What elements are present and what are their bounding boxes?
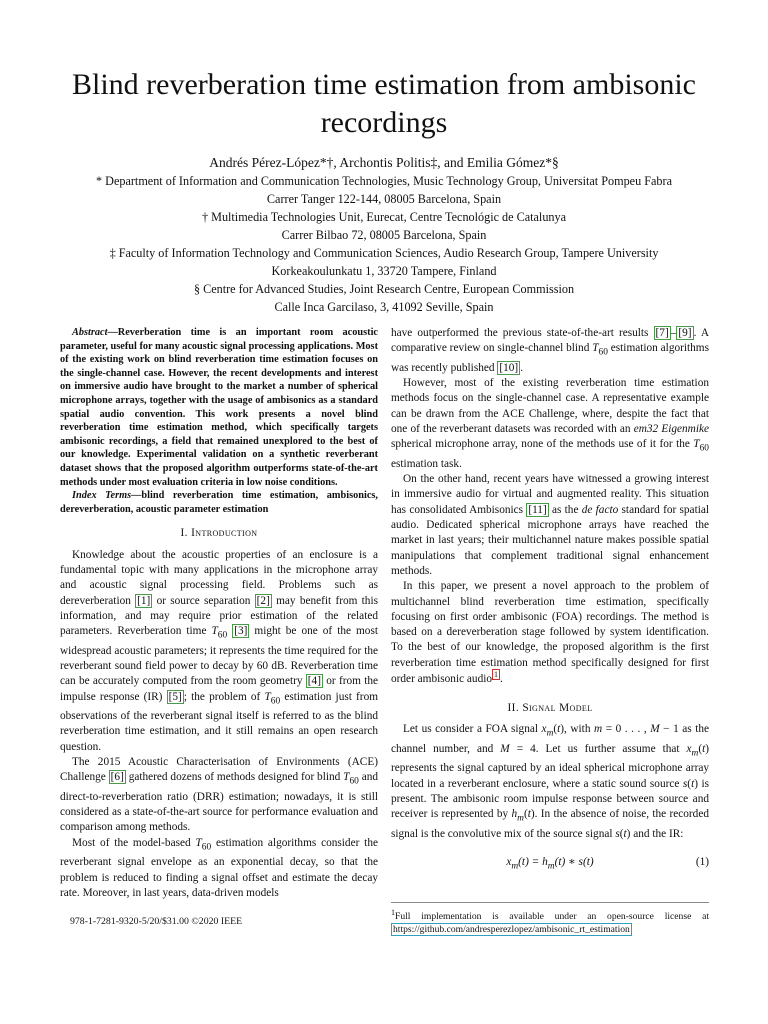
affiliation-line: † Multimedia Technologies Unit, Eurecat, Centre Tecnológic de Catalunya xyxy=(201,210,567,224)
equation-number: (1) xyxy=(695,856,709,869)
left-column xyxy=(60,326,378,901)
affiliation-line: Calle Inca Garcilaso, 3, 41092 Seville, Spain xyxy=(274,300,494,314)
body-paragraph: Knowledge about the acoustic properties of an enclosure is a fundamental topic with many applications in the microphone array and acoustic signal processing field. Problems such as dereverberation [1] or source separation [2] may benefit from this information, and may require prior estimation of the related parameters. Reverberation time $T_{60}$ [3] might be one of the most widespread acoustic parameters; it represents the time required for the reverberant sound field power to decay by 60 dB. Reverberation time can be accurately computed from the room geometry [4] or from the impulse response (IR) [5] ; the problem of $T_{60}$ estimation just from observations of the reverberant signal itself is referred to as the blind reverberation time estimation, and it still remains an open research question. xyxy=(60,548,379,753)
citation-link[interactable]: [4] xyxy=(307,675,321,688)
body-paragraph: However, most of the existing reverberation time estimation methods focus on the single-channel case. A representative example can be drawn from the ACE Challenge, where, despite the fact that one of the reverberant datasets was recorded with an em32 Eigenmike spherical microphone array, none of the methods use of it for the $T_{60}$ estimation task. xyxy=(391,377,709,470)
footnote-text: Full implementation is available under an open-source license at xyxy=(395,911,709,923)
body-paragraph: On the other hand, recent years have witnessed a growing interest in immersive audio for virtual and augmented reality. This situation has consolidated Ambisonics [11] as the de facto standard for spatial audio. Dedicated spherical microphone arrays have reached the market in last years; their multichannel nature makes possible spatial manipulations that complement traditional signal enhancement methods. xyxy=(391,473,710,577)
citation-link[interactable]: [2] xyxy=(256,594,270,607)
citation-link[interactable]: [3] xyxy=(234,625,248,638)
index-terms-text: —blind reverberation time estimation, ambisonics, dereverberation, acoustic parameter estimation xyxy=(60,490,378,515)
citation-link[interactable]: [6] xyxy=(110,771,124,784)
citation-link[interactable]: [5] xyxy=(168,690,182,703)
citation-link[interactable]: [11] xyxy=(528,503,547,516)
body-paragraph: Most of the model-based $T_{60}$ estimation algorithms consider the reverberant signal envelope as an exponential decay, so that the problem is reduced to finding a signal offset and estimate the decay rate. Moreover, in last years, data-driven models xyxy=(60,836,378,899)
body-paragraph: have outperformed the previous state-of-the-art results [7] – [9] . A comparative review on single-channel blind $T_{60}$ estimation algorithms was recently published [10] . xyxy=(391,327,709,374)
body-paragraph: In this paper, we present a novel approach to the problem of multichannel blind reverberation time estimation, specifically focusing on first order ambisonic (FOA) recordings. The method is based on a dereverberation stage followed by system identification. To the best of our knowledge, the proposed algorithm is the first reverberation time estimation method specifically designed for first order ambisonic audio $^1$ . xyxy=(391,580,709,685)
footnote: $^1$Full implementation is available under an open-source license at https://github.com/andresperezlopez/ambisonic_rt_estimation xyxy=(391,902,709,936)
affiliation-line: * Department of Information and Communication Technologies, Music Technology Group, Universitat Pompeu Fabra xyxy=(96,174,672,188)
section-heading-signal-model: II. Signal Model xyxy=(507,702,593,715)
citation-link[interactable]: [1] xyxy=(137,594,151,607)
affiliation-line: § Centre for Advanced Studies, Joint Research Centre, European Commission xyxy=(193,282,575,296)
affiliation-line: ‡ Faculty of Information Technology and Communication Sciences, Audio Research Group, Tampere University xyxy=(109,246,659,260)
right-column xyxy=(391,326,709,884)
citation-link[interactable]: [10] xyxy=(499,361,519,374)
citation-link[interactable]: [9] xyxy=(678,327,692,339)
affiliation-line: Korkeakoulunkatu 1, 33720 Tampere, Finland xyxy=(271,264,497,278)
equation-1 xyxy=(391,852,709,876)
citation-link[interactable]: [7] xyxy=(655,327,669,339)
affiliation-line: Carrer Tanger 122-144, 08005 Barcelona, Spain xyxy=(266,192,502,206)
index-terms xyxy=(60,489,378,516)
affiliations xyxy=(40,172,728,316)
section-heading-introduction: I. Introduction xyxy=(180,527,258,540)
affiliation-line: Carrer Bilbao 72, 08005 Barcelona, Spain xyxy=(281,228,487,242)
abstract-label: Abstract xyxy=(72,327,108,338)
equation-body: $x_m(t) = h_m(t)$ ∗ s(t) xyxy=(506,856,594,872)
index-terms-label: Index Terms xyxy=(72,490,132,502)
author-list: Andrés Pérez-López*†, Archontis Politis‡, and Emilia Gómez*§ xyxy=(209,155,559,170)
copyright-notice: 978-1-7281-9320-5/20/$31.00 ©2020 IEEE xyxy=(70,916,243,927)
footnote-url-link[interactable]: https://github.com/andresperezlopez/ambisonic_rt_estimation xyxy=(393,923,630,935)
abstract xyxy=(60,326,378,489)
paper-title: Blind reverberation time estimation from ambisonic recordings xyxy=(71,68,696,139)
body-paragraph: The 2015 Acoustic Characterisation of Environments (ACE) Challenge [6] gathered dozens of methods designed for blind $T_{60}$ and direct-to-reverberation ratio (DRR) estimation; nowadays, it is still considered as a state-of-the-art source for performance evaluation and comparison among methods. xyxy=(60,755,379,834)
footnote-link[interactable]: 1 xyxy=(494,670,499,680)
abstract-text: —Reverberation time is an important room acoustic parameter, useful for many acoustic signal processing applications. Most of the existing work on blind reverberation time estimation focuses on the single-channel case. However, the recent developments and interest on immersive audio have brought to the market a number of spherical microphone arrays, together with the usage of ambisonics as a standard spatial audio convention. This work presents a novel blind reverberation time estimation method, which specifically targets ambisonic recordings, a field that remained unexplored to the best of our knowledge. Experimental validation on a synthetic reverberant dataset shows that the proposed algorithm outperforms state-of-the-art methods under most evaluation criteria in low noise conditions. xyxy=(60,327,378,488)
body-paragraph: Let us consider a FOA signal $x_m(t)$, with m = 0 . . . , M − 1 as the channel number, and M = 4. Let us further assume that $x_m(t)$ represents the signal captured by an ideal spherical microphone array located in a reverberant enclosure, where a static sound source s(t) is present. The ambisonic room impulse response between source and receiver is represented by $h_m(t)$. In the absence of noise, the recorded signal is the convolutive mix of the source signal s(t) and the IR: xyxy=(391,723,710,840)
